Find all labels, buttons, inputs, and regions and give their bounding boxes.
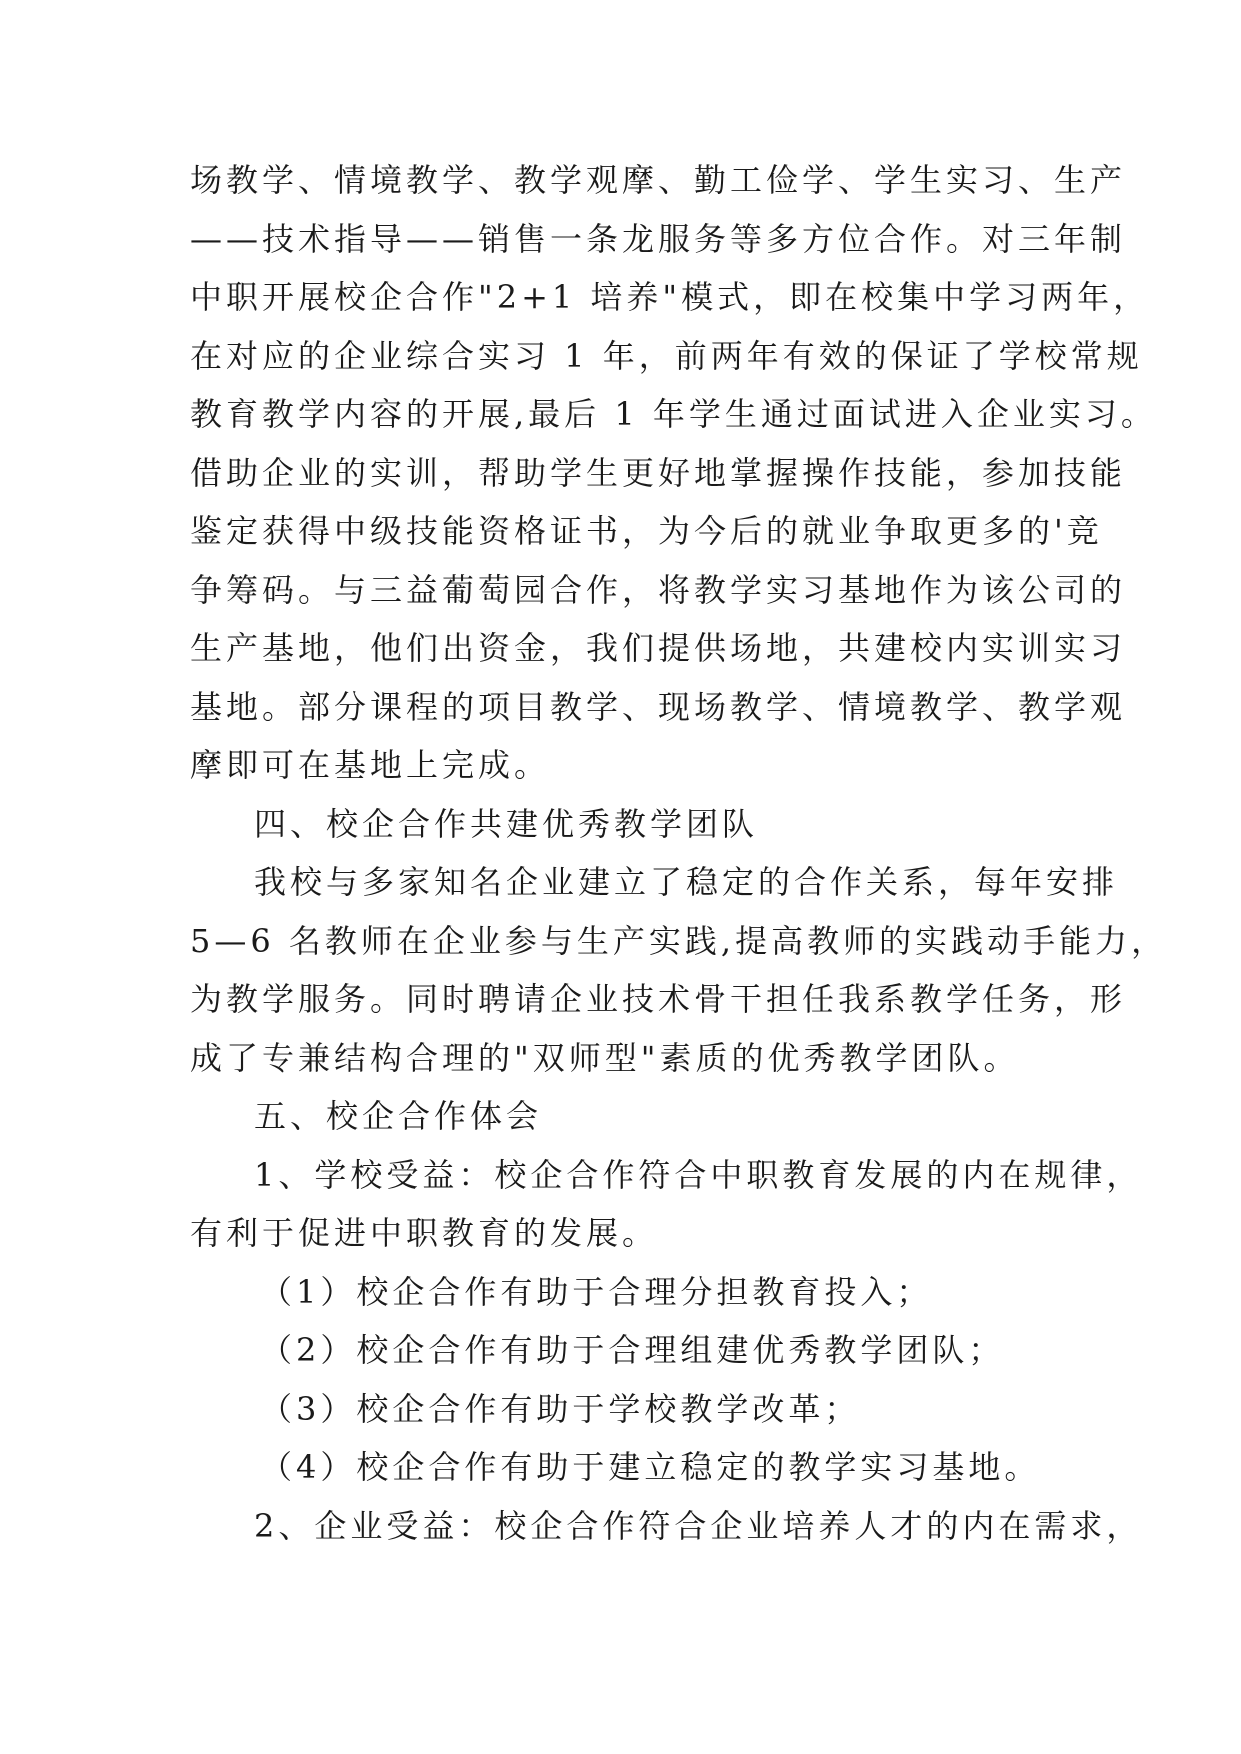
- text-line: 成了专兼结构合理的"双师型"素质的优秀教学团队。: [190, 1039, 1020, 1077]
- text-line: 5—6 名教师在企业参与生产实践,提高教师的实践动手能力，: [190, 922, 1168, 960]
- text-line: 摩即可在基地上完成。: [190, 746, 551, 784]
- list-item: （4）校企合作有助于建立稳定的教学实习基地。: [260, 1448, 1041, 1486]
- section-heading: 五、校企合作体会: [254, 1097, 543, 1135]
- text-line: 场教学、情境教学、教学观摩、勤工俭学、学生实习、生产: [190, 161, 1127, 199]
- text-line: 为教学服务。同时聘请企业技术骨干担任我系教学任务，形: [190, 980, 1127, 1018]
- text-line: 有利于促进中职教育的发展。: [190, 1214, 659, 1252]
- text-line: 基地。部分课程的项目教学、现场教学、情境教学、教学观: [190, 688, 1127, 726]
- text-line: 1、学校受益：校企合作符合中职教育发展的内在规律，: [254, 1156, 1143, 1194]
- text-line: 借助企业的实训，帮助学生更好地掌握操作技能，参加技能: [190, 454, 1127, 492]
- list-item: （2）校企合作有助于合理组建优秀教学团队；: [260, 1331, 1005, 1369]
- text-line: 教育教学内容的开展,最后 1 年学生通过面试进入企业实习。: [190, 395, 1157, 433]
- section-heading: 四、校企合作共建优秀教学团队: [254, 805, 759, 843]
- text-line: 争筹码。与三益葡萄园合作，将教学实习基地作为该公司的: [190, 571, 1127, 609]
- list-item: （1）校企合作有助于合理分担教育投入；: [260, 1273, 933, 1311]
- text-line: ——技术指导——销售一条龙服务等多方位合作。对三年制: [190, 220, 1127, 258]
- list-item: （3）校企合作有助于学校教学改革；: [260, 1390, 861, 1428]
- text-line: 我校与多家知名企业建立了稳定的合作关系，每年安排: [254, 863, 1119, 901]
- text-line: 鉴定获得中级技能资格证书，为今后的就业争取更多的'竞: [190, 512, 1103, 550]
- text-line: 中职开展校企合作"2+1 培养"模式，即在校集中学习两年，: [190, 278, 1150, 316]
- text-line: 生产基地，他们出资金，我们提供场地，共建校内实训实习: [190, 629, 1127, 667]
- text-line: 2、企业受益：校企合作符合企业培养人才的内在需求，: [254, 1507, 1143, 1545]
- text-line: 在对应的企业综合实习 1 年，前两年有效的保证了学校常规: [190, 337, 1143, 375]
